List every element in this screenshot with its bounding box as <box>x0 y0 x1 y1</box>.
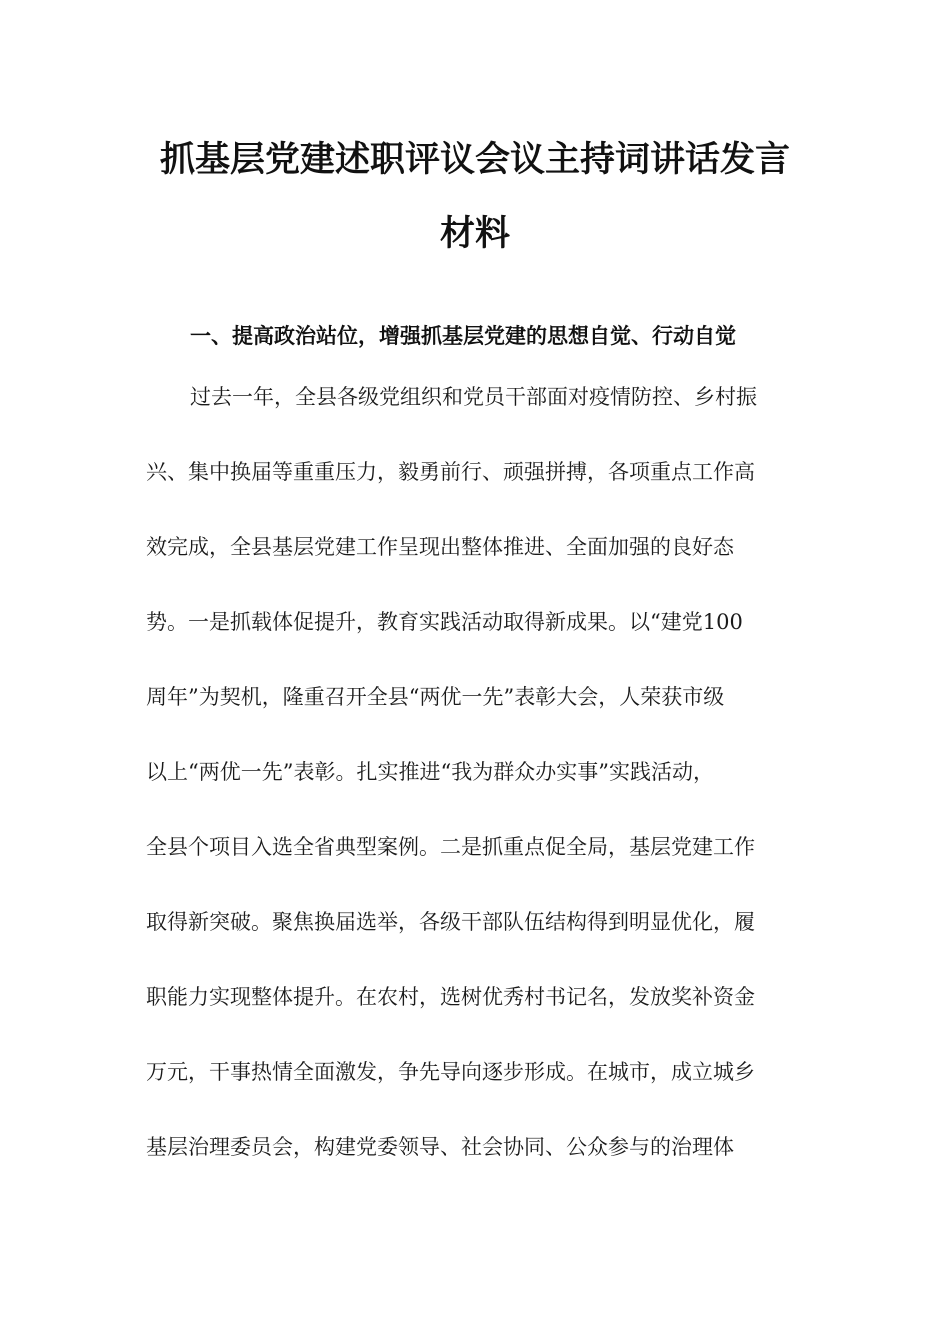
paragraph-line: 职能力实现整体提升。在农村，选树优秀村书记名，发放奖补资金 <box>146 985 755 1009</box>
document-title-line-1: 抓基层党建述职评议会议主持词讲话发言 <box>159 139 790 180</box>
paragraph-line: 过去一年，全县各级党组织和党员干部面对疫情防控、乡村振 <box>190 385 757 409</box>
paragraph-line: 兴、集中换届等重重压力，毅勇前行、顽强拼搏，各项重点工作高 <box>146 460 755 484</box>
paragraph-line: 以上“两优一先”表彰。扎实推进“我为群众办实事”实践活动， <box>146 760 714 784</box>
paragraph-line: 基层治理委员会，构建党委领导、社会协同、公众参与的治理体 <box>146 1135 734 1159</box>
paragraph-line: 全县个项目入选全省典型案例。二是抓重点促全局，基层党建工作 <box>146 835 755 859</box>
document-title-line-2: 材料 <box>439 213 510 254</box>
paragraph-line: 周年”为契机，隆重召开全县“两优一先”表彰大会，人荣获市级 <box>146 685 725 709</box>
paragraph-line: 取得新突破。聚焦换届选举，各级干部队伍结构得到明显优化，履 <box>146 910 755 934</box>
paragraph-line: 势。一是抓载体促提升，教育实践活动取得新成果。以“建党100 <box>146 610 743 634</box>
section-heading: 一、提高政治站位，增强抓基层党建的思想自觉、行动自觉 <box>190 324 736 348</box>
paragraph-line: 万元，干事热情全面激发，争先导向逐步形成。在城市，成立城乡 <box>146 1060 755 1084</box>
paragraph-line: 效完成，全县基层党建工作呈现出整体推进、全面加强的良好态 <box>146 535 734 559</box>
